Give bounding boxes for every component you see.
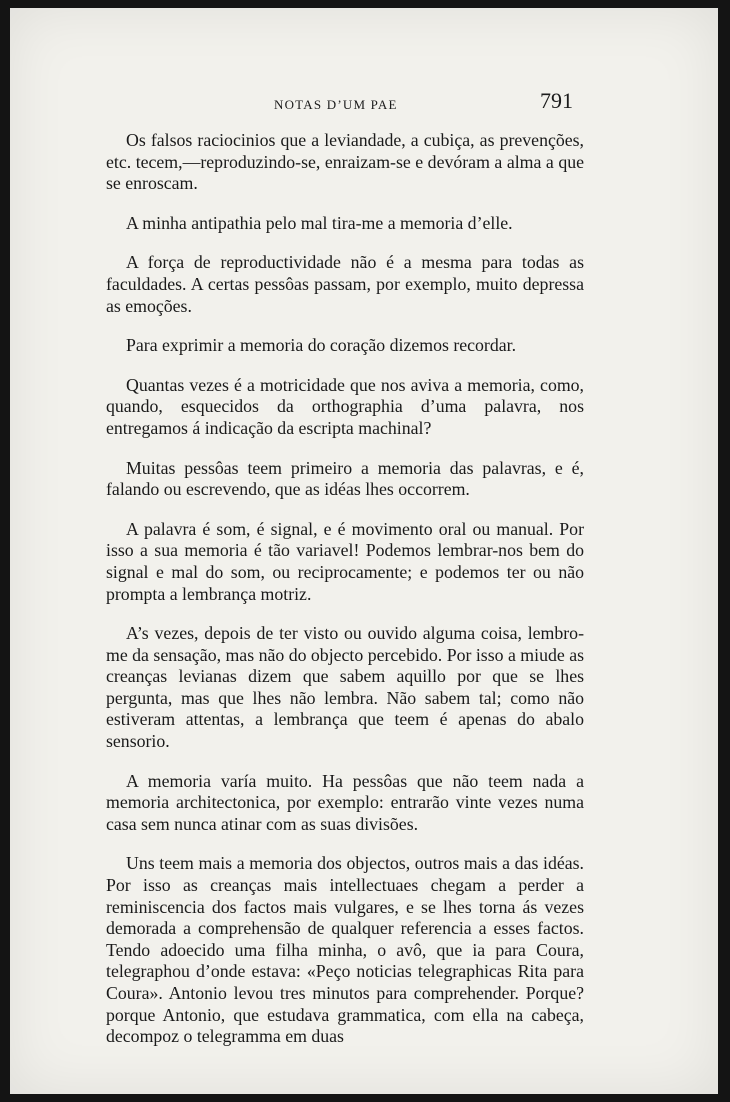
running-title: NOTAS D’UM PAE (274, 97, 398, 112)
paragraph: Muitas pessôas teem primeiro a memoria das palavras, e é, falando ou escrevendo, que as idéas lhes occorrem. (106, 457, 584, 500)
book-page (10, 8, 718, 1094)
paragraph: A palavra é som, é signal, e é movimento oral ou manual. Por isso a sua memoria é tão variavel! Podemos lembrar-nos bem do signal e mal do som, ou reciprocamente; e podemos ter ou não prompta a lembrança motriz. (106, 518, 584, 604)
paragraph: Uns teem mais a memoria dos objectos, outros mais a das idéas. Por isso as creanças mais intellectuaes chegam a perder a reminiscencia dos factos mais vulgares, e se lhes torna ás vezes demorada a comprehensão de qualquer referencia a esses factos. Tendo adoecido uma filha minha, o avô, que ia para Coura, telegraphou d’onde estava: «Peço noticias telegraphicas Rita para Coura». Antonio levou tres minutos para comprehender. Porque? porque Antonio, que estudava grammatica, com ella na cabeça, decompoz o telegramma em duas (106, 853, 584, 1047)
running-header (10, 88, 718, 118)
page-number: 791 (540, 88, 573, 113)
paragraph: A minha antipathia pelo mal tira-me a memoria d’elle. (126, 212, 513, 233)
paragraph: A memoria varía muito. Ha pessôas que não teem nada a memoria architectonica, por exemplo: entrarão vinte vezes numa casa sem nunca atinar com as suas divisões. (106, 770, 584, 834)
paragraph: A’s vezes, depois de ter visto ou ouvido alguma coisa, lembro-me da sensação, mas não do objecto percebido. Por isso a miude as creanças levianas dizem que sabem aquillo por que se lhes pergunta, mas que lhes não lembra. Não sabem tal; como não estiveram attentas, a lembrança que teem é apenas do abalo sensorio. (106, 623, 584, 752)
paragraph: A força de reproductividade não é a mesma para todas as faculdades. A certas pessôas passam, por exemplo, muito depressa as emoções. (106, 252, 584, 316)
paragraph: Para exprimir a memoria do coração dizemos recordar. (126, 335, 517, 356)
body-text (106, 130, 584, 1066)
paragraph: Os falsos raciocinios que a leviandade, a cubiça, as prevenções, etc. tecem,—reproduzindo-se, enraizam-se e devóram a alma a que se enroscam. (106, 130, 584, 194)
paragraph: Quantas vezes é a motricidade que nos aviva a memoria, como, quando, esquecidos da orthographia d’uma palavra, nos entregamos á indicação da escripta machinal? (106, 374, 584, 438)
